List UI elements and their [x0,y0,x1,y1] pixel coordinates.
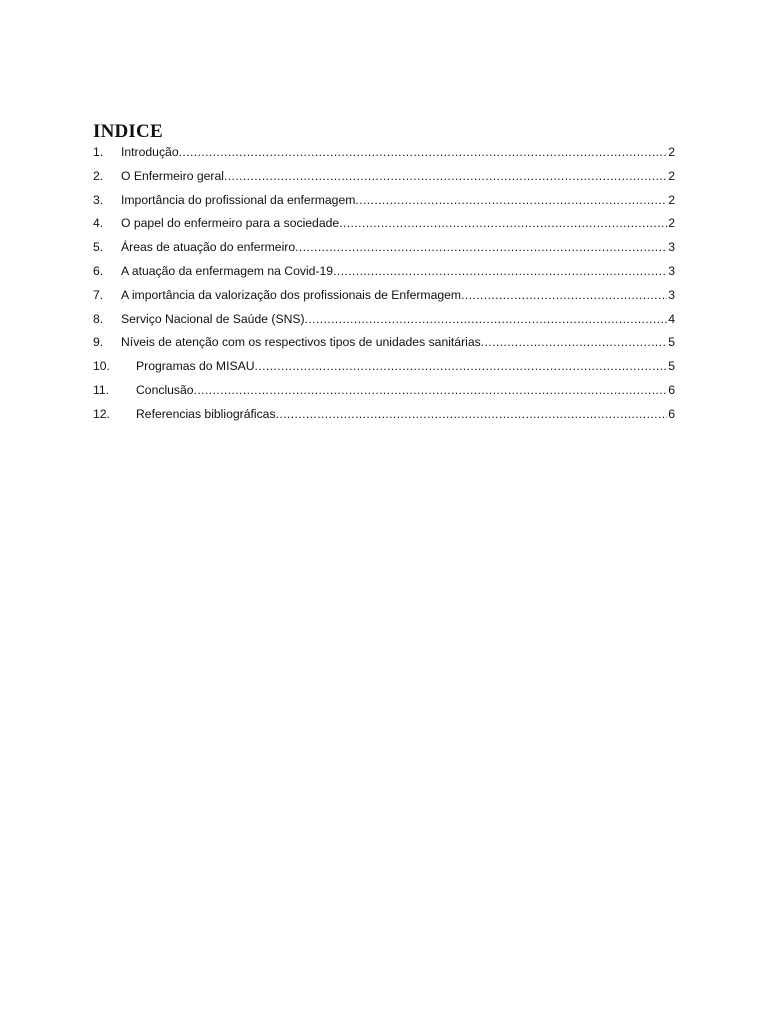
toc-entry[interactable] [93,236,675,260]
toc-entry-number: 9. [93,335,104,350]
toc-dot-leader [295,236,667,260]
toc-entry-number: 3. [93,192,104,207]
toc-entry-label: O papel do enfermeiro para a sociedade [121,216,340,231]
toc-entry[interactable] [93,189,675,213]
toc-entry-page: 3 [668,263,675,278]
toc-dot-leader [194,379,668,403]
toc-entry-label: Níveis de atenção com os respectivos tipos de unidades sanitárias [121,335,481,350]
toc-entry-page: 4 [668,311,675,326]
toc-entry-number: 2. [93,168,104,183]
toc-entry[interactable] [93,165,675,189]
toc-dot-leader [461,284,667,308]
toc-entry-page: 2 [668,192,675,207]
toc-entry-label: A atuação da enfermagem na Covid-19 [121,263,334,278]
toc-entry[interactable] [93,331,675,355]
toc-entry[interactable] [93,379,675,403]
toc-entry[interactable] [93,284,675,308]
toc-entry-number: 11. [93,382,110,397]
toc-entry-number: 5. [93,240,104,255]
toc-dot-leader [305,308,668,332]
toc-dot-leader [481,331,667,355]
toc-entry-page: 3 [668,287,675,302]
toc-entry-page: 2 [668,145,675,159]
toc-entry-label: Serviço Nacional de Saúde (SNS) [121,311,305,326]
toc-entry-number: 10. [93,359,110,374]
toc-entry-page: 2 [668,168,675,183]
toc-entry-label: Conclusão [136,382,194,397]
toc-entry-number: 12. [93,406,110,421]
toc-dot-leader [255,355,668,379]
toc-entry-label: A importância da valorização dos profissionais de Enfermagem [121,287,462,302]
toc-entry[interactable] [93,141,675,165]
toc-entry[interactable] [93,212,675,236]
toc-entry-label: Introdução [121,145,179,159]
toc-entry-label: Programas do MISAU [136,359,255,374]
toc-dot-leader [224,165,667,189]
toc-entry[interactable] [93,355,675,379]
toc-entry-number: 8. [93,311,104,326]
table-of-contents [93,141,675,427]
toc-entry[interactable] [93,260,675,284]
toc-entry-number: 7. [93,287,104,302]
toc-entry-label: Importância do profissional da enfermagem [121,192,356,207]
toc-entry-label: O Enfermeiro geral [121,168,224,183]
toc-dot-leader [333,260,667,284]
toc-entry-page: 2 [668,216,675,231]
toc-entry-page: 6 [668,382,675,397]
toc-dot-leader [355,189,667,213]
toc-entry-label: Áreas de atuação do enfermeiro [121,240,296,255]
toc-entry-number: 6. [93,263,104,278]
toc-dot-leader [276,403,668,427]
toc-entry[interactable] [93,403,675,427]
toc-entry-label: Referencias bibliográficas [136,406,276,421]
toc-dot-leader [179,141,668,165]
toc-entry[interactable] [93,308,675,332]
toc-dot-leader [339,212,667,236]
toc-title: INDICE [93,121,163,142]
toc-entry-page: 3 [668,240,675,255]
toc-entry-page: 5 [668,335,675,350]
toc-entry-number: 1. [93,145,104,159]
toc-entry-page: 5 [668,359,675,374]
toc-entry-page: 6 [668,406,675,421]
toc-entry-number: 4. [93,216,104,231]
